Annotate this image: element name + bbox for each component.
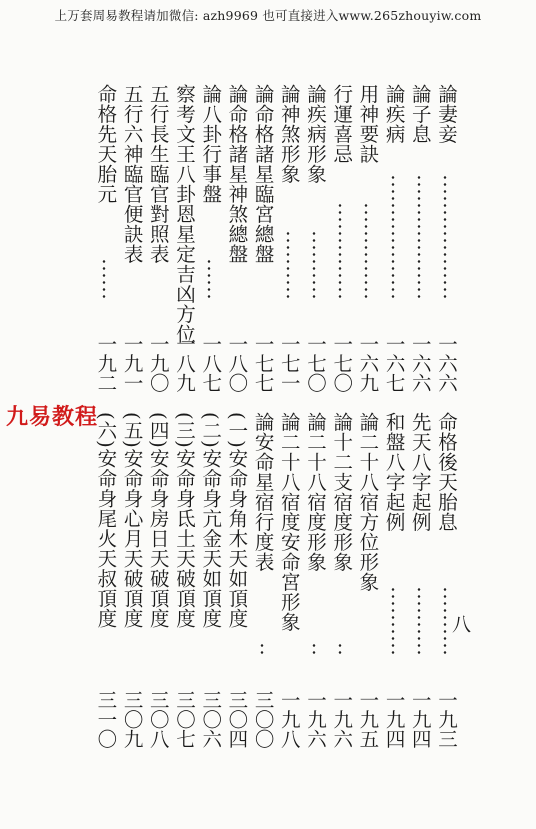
toc-dot-leader [364, 202, 368, 302]
page-header: 上万套周易教程请加微信: azh9969 也可直接进入www.265zhouyiw.com [54, 8, 482, 23]
toc-entry [170, 412, 198, 748]
toc-entry-page: 一九六 [304, 689, 327, 748]
watermark-logo: 九易教程 [6, 405, 99, 430]
toc-entry-title: 論疾病形象 [304, 84, 327, 184]
toc-entry [222, 412, 250, 748]
toc-entry [170, 84, 198, 392]
toc-entry [118, 84, 146, 392]
toc-entry-page: 三〇四 [225, 689, 249, 748]
toc-entry-title: 論神煞形象 [277, 84, 301, 184]
toc-dot-leader [207, 258, 211, 302]
toc-dot-leader [391, 586, 395, 658]
toc-entry-title: 察考文王八卦恩星定吉凶方位 [173, 84, 196, 344]
toc-entry-page: 三一〇 [94, 689, 118, 748]
toc-entry-page: 一九三 [435, 689, 458, 748]
toc-entry-page: 三〇〇 [251, 689, 275, 748]
toc-entry-title: 論十二支宿度形象 [330, 412, 354, 572]
toc-entry-page: 一九二 [94, 333, 118, 392]
toc-entry-title: 論二十八宿方位形象 [356, 412, 380, 592]
toc-entry [91, 84, 119, 392]
toc-entry-page: 一九八 [277, 689, 301, 748]
toc-entry [118, 412, 146, 748]
toc-entry-title: 行運喜忌 [330, 84, 354, 164]
toc-dot-leader [260, 642, 264, 658]
toc-entry-page: 三〇六 [199, 689, 223, 748]
toc-entry-title: 論命格諸星臨宮總盤 [251, 84, 275, 264]
toc-dot-leader [286, 230, 290, 302]
toc-entry [196, 412, 224, 748]
toc-dot-leader [391, 174, 395, 302]
toc-entry-page: 一九一 [120, 333, 144, 392]
toc-entry [196, 84, 224, 392]
toc-entry-page: 一六六 [435, 333, 458, 392]
toc-entry-page: 一九四 [408, 689, 432, 748]
toc-entry [380, 412, 408, 748]
toc-entry-title: 論疾病 [382, 84, 406, 144]
toc-entry-page: 一七一 [277, 333, 301, 392]
toc-entry-page: 一九〇 [146, 333, 170, 392]
toc-entry [327, 84, 355, 392]
toc-entry-title: 和盤八字起例 [382, 412, 406, 532]
toc-entry-title: 論子息 [408, 84, 432, 144]
toc-entry-title: (三)安命身氐土天破頂度 [173, 412, 196, 629]
toc-entry [249, 84, 277, 392]
toc-entry-page: 一七七 [251, 333, 275, 392]
toc-entry [353, 412, 381, 748]
toc-entry-page: 一七〇 [330, 333, 354, 392]
toc-entry [380, 84, 408, 392]
toc-dot-leader [338, 202, 342, 302]
toc-entry-page: 一九六 [330, 689, 354, 748]
toc-entry-title: 論二十八宿度安命宮形象 [277, 412, 301, 632]
toc-entry [91, 412, 119, 748]
toc-dot-leader [443, 586, 447, 658]
toc-entry-title: 命格先天胎元 [94, 84, 118, 204]
toc-entry-page: 一八九 [173, 333, 196, 392]
toc-entry [275, 84, 303, 392]
toc-entry-title: 命格後天胎息 [435, 412, 458, 532]
toc-entry [432, 84, 460, 392]
toc-entry-page: 一八七 [199, 333, 223, 392]
toc-entry-page: 一六六 [408, 333, 432, 392]
toc-entry-page: 一八〇 [225, 333, 249, 392]
toc-entry-title: (五)安命身心月天破頂度 [120, 412, 144, 629]
toc-dot-leader [417, 174, 421, 302]
toc-entry [222, 84, 250, 392]
toc-entry [301, 412, 329, 748]
toc-entry-page: 一九五 [356, 689, 380, 748]
toc-entry-title: 先天八字起例 [408, 412, 432, 532]
toc-entry-title: 用神要訣 [356, 84, 380, 164]
toc-entry-title: (四)安命身房日天破頂度 [146, 412, 170, 629]
toc-entry-page: 三〇九 [120, 689, 144, 748]
toc-entry-title: 五行六神臨官便訣表 [120, 84, 144, 264]
toc-entry-title: (六)安命身尾火天叔頂度 [94, 412, 118, 629]
toc-entry [406, 412, 434, 748]
toc-entry-title: 五行長生臨官對照表 [146, 84, 170, 264]
toc-entry [327, 412, 355, 748]
toc-entry [353, 84, 381, 392]
toc-entry-page: 一六九 [356, 333, 380, 392]
toc-entry [301, 84, 329, 392]
toc-entry [144, 84, 172, 392]
toc-entry-title: 論妻妾 [435, 84, 458, 144]
toc-dot-leader [312, 642, 316, 658]
toc-entry-title: 論二十八宿度形象 [304, 412, 327, 572]
toc-entry-page: 一六七 [382, 333, 406, 392]
toc-dot-leader [417, 586, 421, 658]
toc-entry [275, 412, 303, 748]
toc-entry [432, 412, 460, 748]
toc-entry [406, 84, 434, 392]
toc-dot-leader [312, 230, 316, 302]
toc-entry [144, 412, 172, 748]
toc-entry-title: (二)安命身亢金天如頂度 [199, 412, 223, 629]
toc-entry-page: 一七〇 [304, 333, 327, 392]
toc-dot-leader [443, 174, 447, 302]
toc-entry-title: 論安命星宿行度表 [251, 412, 275, 572]
toc-entry-title: 論八卦行事盤 [199, 84, 223, 204]
toc-entry-page: 三〇八 [146, 689, 170, 748]
page-number: 八 [452, 614, 472, 636]
toc-entry-page: 一九四 [382, 689, 406, 748]
toc-entry-page: 三〇七 [173, 689, 196, 748]
toc-entry-title: 論命格諸星神煞總盤 [225, 84, 249, 264]
toc-entry [249, 412, 277, 748]
toc-dot-leader [102, 258, 106, 302]
toc-dot-leader [338, 642, 342, 658]
toc-entry-title: (一)安命身角木天如頂度 [225, 412, 249, 629]
